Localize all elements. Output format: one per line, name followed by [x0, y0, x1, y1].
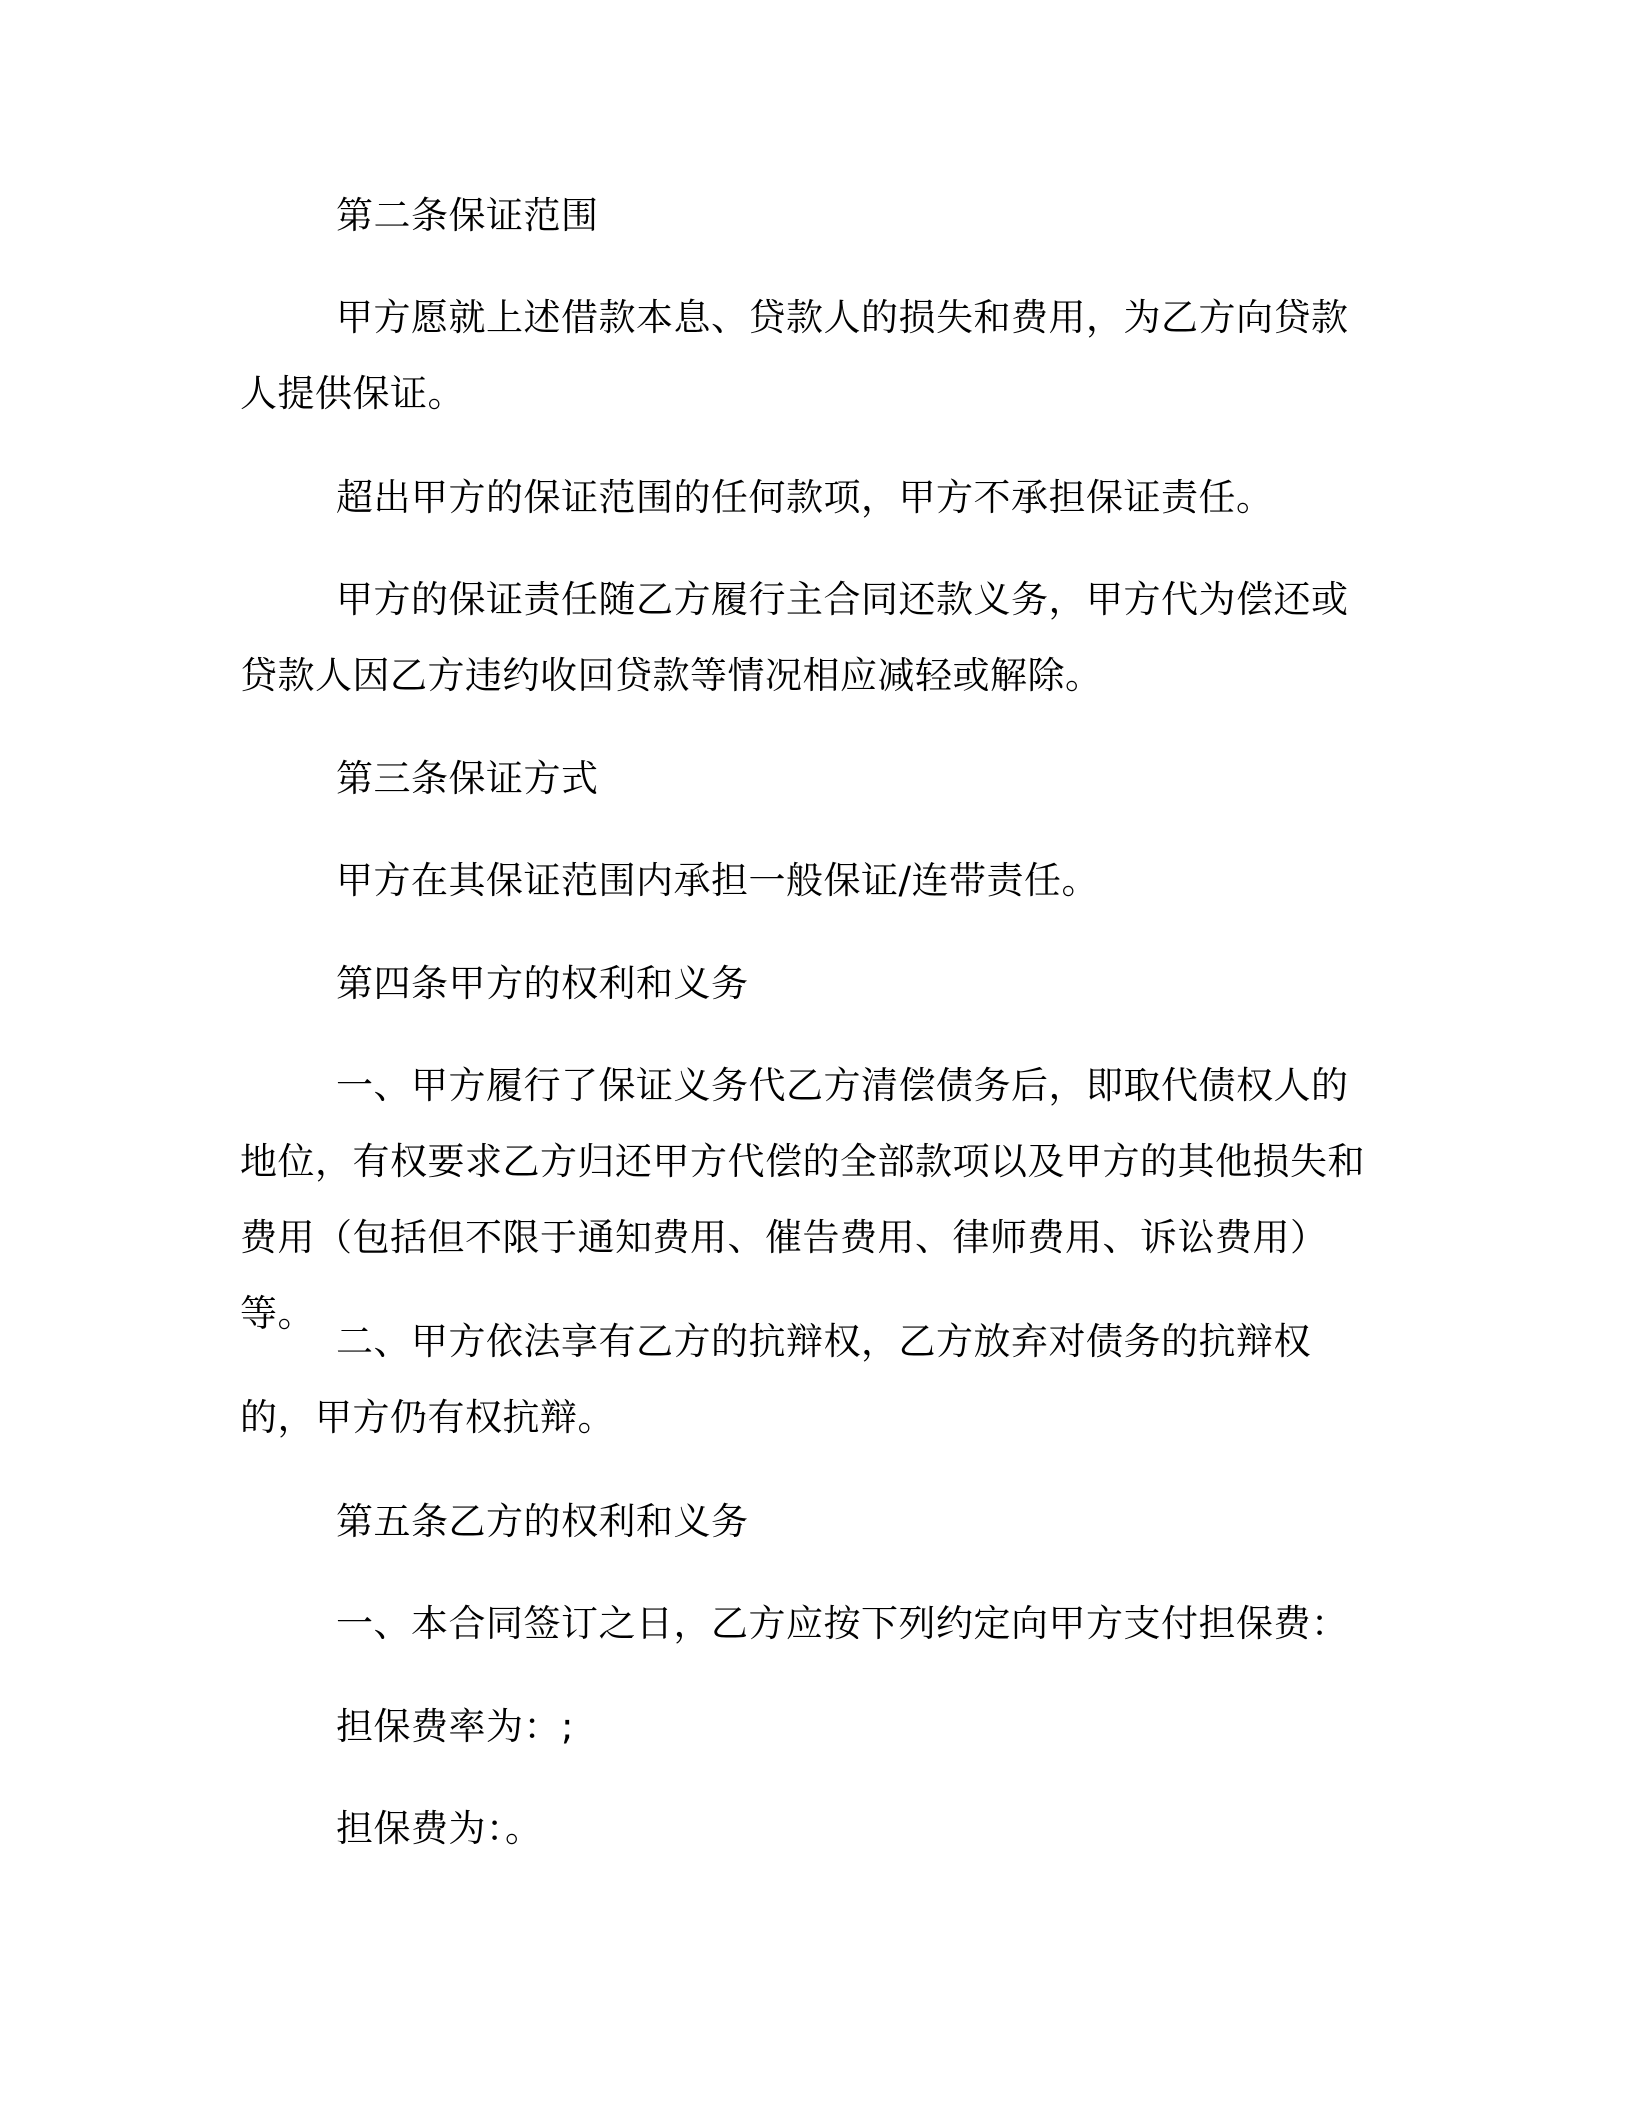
article-3-title: 第三条保证方式 — [336, 757, 599, 800]
article-2-paragraph-2: 超出甲方的保证范围的任何款项，甲方不承担保证责任。 — [336, 476, 1274, 519]
article-2-paragraph-1: 甲方愿就上述借款本息、贷款人的损失和费用，为乙方向贷款人提供保证。 — [240, 296, 1349, 415]
article-2-paragraph-3: 甲方的保证责任随乙方履行主合同还款义务，甲方代为偿还或贷款人因乙方违约收回贷款等情况相应减轻或解除。 — [240, 578, 1349, 697]
article-4-title: 第四条甲方的权利和义务 — [336, 962, 749, 1005]
article-3-paragraph-1: 甲方在其保证范围内承担一般保证/连带责任。 — [336, 859, 1099, 902]
article-5-title: 第五条乙方的权利和义务 — [336, 1500, 749, 1543]
article-4-paragraph-1: 一、甲方履行了保证义务代乙方清偿债务后，即取代债权人的地位，有权要求乙方归还甲方代偿的全部款项以及甲方的其他损失和费用（包括但不限于通知费用、催告费用、律师费用、诉讼费用）等。 — [240, 1064, 1365, 1335]
article-4-paragraph-2: 二、甲方依法享有乙方的抗辩权，乙方放弃对债务的抗辩权的，甲方仍有权抗辩。 — [240, 1320, 1311, 1439]
article-5-paragraph-1: 一、本合同签订之日，乙方应按下列约定向甲方支付担保费： — [336, 1602, 1349, 1645]
article-2-title: 第二条保证范围 — [336, 194, 599, 237]
article-5-paragraph-3: 担保费为：。 — [336, 1807, 543, 1850]
article-5-paragraph-2: 担保费率为：; — [336, 1705, 574, 1748]
